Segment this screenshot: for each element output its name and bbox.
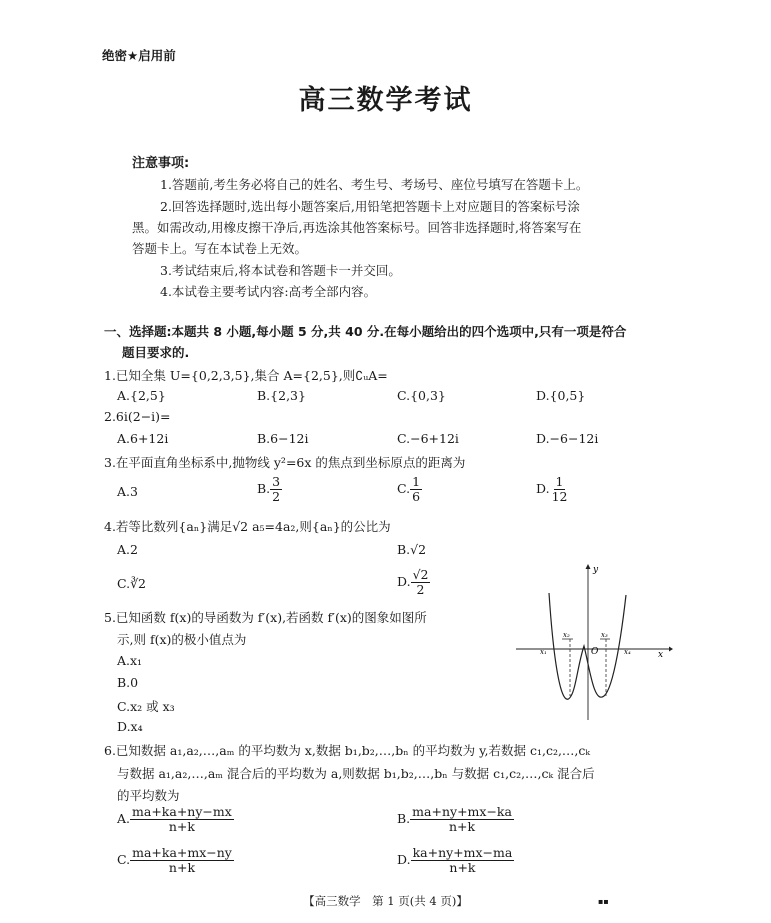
q4-option-a: A.2 bbox=[117, 542, 138, 557]
page-footer: 【高三数学 第 1 页(共 4 页)】 bbox=[303, 894, 468, 908]
x3-label: x₃ bbox=[601, 631, 608, 639]
q3-d-denominator: 12 bbox=[551, 488, 568, 504]
q6-d-denominator: n+k bbox=[449, 859, 476, 875]
exam-title: 高三数学考试 bbox=[298, 85, 473, 116]
q5-option-a: A.x₁ bbox=[117, 653, 143, 668]
q1-option-d: D.{0,5} bbox=[536, 388, 586, 403]
q6-c-numerator: ma+ka+mx−ny bbox=[132, 845, 232, 860]
q3-b-denominator: 2 bbox=[272, 488, 281, 504]
q4-option-d-label: D. bbox=[397, 573, 411, 589]
question-6-stem-end: 的平均数为 bbox=[117, 788, 180, 803]
confidential-label: 绝密★启用前 bbox=[102, 48, 176, 63]
notice-item-2a: 2.回答选择题时,选出每小题答案后,用铅笔把答题卡上对应题目的答案标号涂 bbox=[160, 199, 580, 214]
x4-label: x₄ bbox=[624, 648, 631, 656]
x-axis-arrow bbox=[669, 647, 673, 652]
q3-b-numerator: 3 bbox=[272, 474, 281, 489]
scan-mark: ▪▪ bbox=[598, 897, 609, 906]
derivative-curve bbox=[549, 593, 626, 699]
y-axis-label: y bbox=[593, 565, 599, 575]
q3-c-denominator: 6 bbox=[412, 488, 421, 504]
question-5-stem: 5.已知函数 f(x)的导函数为 f′(x),若函数 f′(x)的图象如图所 bbox=[104, 610, 427, 625]
q6-option-c bbox=[117, 846, 234, 875]
q3-option-b-label: B. bbox=[257, 480, 271, 496]
q4-option-d bbox=[397, 568, 430, 597]
notice-item-4: 4.本试卷主要考试内容:高考全部内容。 bbox=[160, 284, 377, 299]
q6-option-b-label: B. bbox=[397, 810, 411, 826]
notice-item-3: 3.考试结束后,将本试卷和答题卡一并交回。 bbox=[160, 263, 401, 278]
q3-c-numerator: 1 bbox=[412, 474, 421, 489]
q5-option-d: D.x₄ bbox=[117, 719, 143, 734]
q2-option-c: C.−6+12i bbox=[397, 431, 459, 446]
q1-option-c: C.{0,3} bbox=[397, 388, 446, 403]
q6-option-d bbox=[397, 846, 514, 875]
q6-b-denominator: n+k bbox=[449, 818, 476, 834]
q4-d-denominator: 2 bbox=[416, 581, 425, 597]
q6-b-numerator: ma+ny+mx−ka bbox=[412, 804, 512, 819]
q5-option-c: C.x₂ 或 x₃ bbox=[117, 699, 175, 714]
q4-d-numerator: √2 bbox=[412, 567, 429, 582]
q1-option-b: B.{2,3} bbox=[257, 388, 306, 403]
q3-d-numerator: 1 bbox=[555, 474, 564, 489]
notice-heading: 注意事项: bbox=[132, 156, 190, 171]
y-axis-arrow bbox=[586, 564, 591, 569]
x-axis-label: x bbox=[658, 650, 664, 660]
question-4-stem: 4.若等比数列{aₙ}满足√2 a₅=4a₂,则{aₙ}的公比为 bbox=[104, 519, 391, 534]
x2-label: x₂ bbox=[563, 631, 570, 639]
q2-option-d: D.−6−12i bbox=[536, 431, 599, 446]
notice-item-2c: 答题卡上。写在本试卷上无效。 bbox=[132, 241, 308, 256]
q3-option-d-label: D. bbox=[536, 480, 550, 496]
q1-option-a: A.{2,5} bbox=[117, 388, 166, 403]
q6-option-c-label: C. bbox=[117, 851, 131, 867]
q6-a-numerator: ma+ka+ny−mx bbox=[132, 804, 232, 819]
q2-option-b: B.6−12i bbox=[257, 431, 309, 446]
q2-option-a: A.6+12i bbox=[117, 431, 169, 446]
section-heading-cont: 题目要求的. bbox=[122, 345, 190, 360]
q6-c-denominator: n+k bbox=[168, 859, 196, 875]
q3-option-c bbox=[397, 475, 422, 504]
q6-d-numerator: ka+ny+mx−ma bbox=[412, 845, 513, 860]
q4-option-c: C.∛2 bbox=[117, 576, 147, 591]
q3-option-d bbox=[536, 475, 569, 504]
question-5-stem-cont: 示,则 f(x)的极小值点为 bbox=[117, 632, 247, 647]
question-2-stem: 2.6i(2−i)= bbox=[104, 409, 171, 424]
notice-item-2b: 黑。如需改动,用橡皮擦干净后,再选涂其他答案标号。回答非选择题时,将答案写在 bbox=[132, 220, 582, 235]
question-6-stem: 6.已知数据 a₁,a₂,…,aₘ 的平均数为 x,数据 b₁,b₂,…,bₙ 的平均数为 y,若数据 c₁,c₂,…,cₖ bbox=[104, 743, 590, 758]
q3-option-a: A.3 bbox=[117, 484, 138, 499]
q3-option-b bbox=[257, 475, 282, 504]
question-3-stem: 3.在平面直角坐标系中,抛物线 y²=6x 的焦点到坐标原点的距离为 bbox=[104, 455, 466, 470]
q6-option-d-label: D. bbox=[397, 851, 411, 867]
q5-option-b: B.0 bbox=[117, 675, 139, 690]
notice-item-1: 1.答题前,考生务必将自己的姓名、考生号、考场号、座位号填写在答题卡上。 bbox=[160, 177, 589, 192]
section-heading: 一、选择题:本题共 8 小题,每小题 5 分,共 40 分.在每小题给出的四个选项中,只有一项是符合 bbox=[104, 324, 627, 339]
q4-option-b: B.√2 bbox=[397, 542, 427, 557]
q3-option-c-label: C. bbox=[397, 480, 411, 496]
question-6-stem-cont: 与数据 a₁,a₂,…,aₘ 混合后的平均数为 a,则数据 b₁,b₂,…,bₙ 与数据 c₁,c₂,…,cₖ 混合后 bbox=[117, 766, 595, 781]
q6-option-a-label: A. bbox=[117, 810, 131, 826]
q6-option-a bbox=[117, 805, 234, 834]
q6-a-denominator: n+k bbox=[168, 818, 195, 834]
origin-label: O bbox=[591, 647, 599, 657]
question-1-stem: 1.已知全集 U={0,2,3,5},集合 A={2,5},则∁ᵤA= bbox=[104, 368, 388, 383]
x1-label: x₁ bbox=[540, 648, 547, 656]
q6-option-b bbox=[397, 805, 514, 834]
derivative-graph bbox=[514, 560, 674, 725]
